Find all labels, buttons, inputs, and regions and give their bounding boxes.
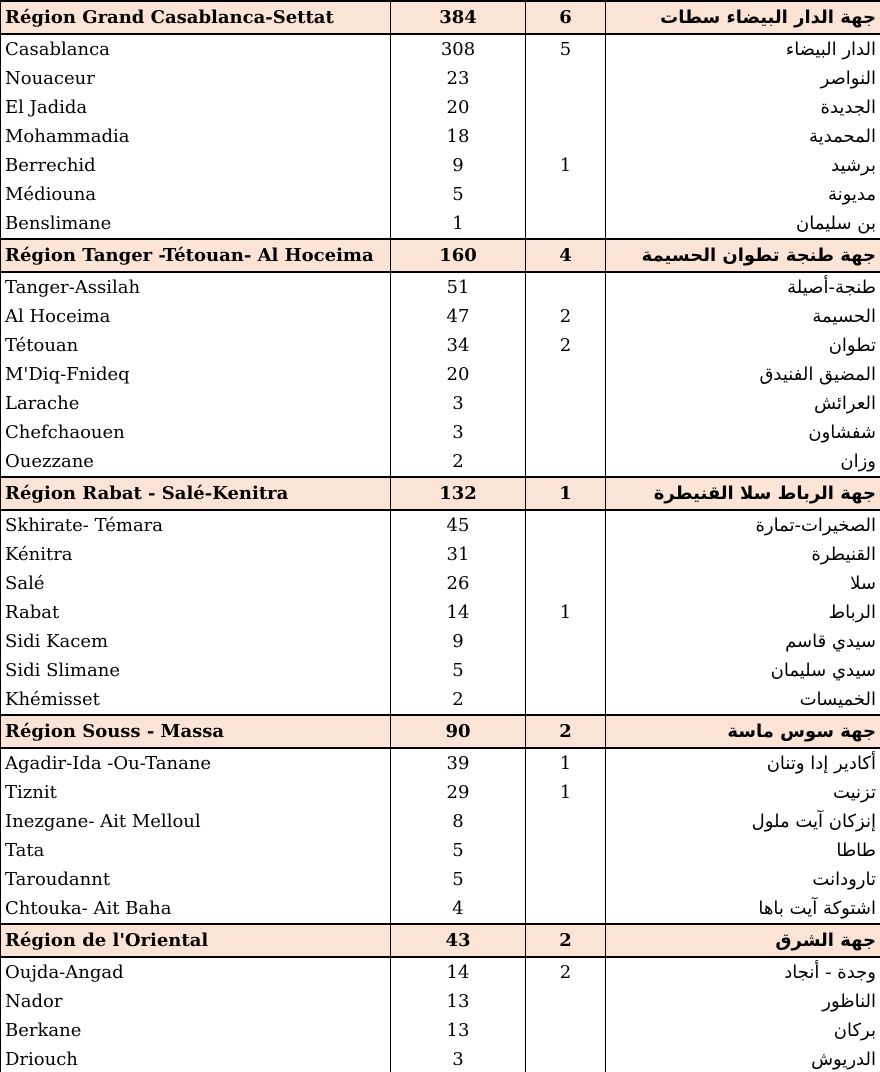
province-row xyxy=(1,93,880,122)
province-deaths xyxy=(526,1016,606,1045)
province-cases: 1 xyxy=(391,209,526,239)
province-name-fr: El Jadida xyxy=(1,93,391,122)
province-deaths xyxy=(526,360,606,389)
province-row xyxy=(1,598,880,627)
table-body xyxy=(1,1,880,1072)
province-name-fr: Inezgane- Ait Melloul xyxy=(1,807,391,836)
province-name-fr: Tanger-Assilah xyxy=(1,272,391,302)
province-name-ar: تارودانت xyxy=(606,865,880,894)
province-deaths xyxy=(526,389,606,418)
province-name-fr: Al Hoceima xyxy=(1,302,391,331)
province-deaths: 5 xyxy=(526,34,606,64)
province-cases: 29 xyxy=(391,778,526,807)
province-deaths xyxy=(526,1045,606,1072)
province-name-fr: Mohammadia xyxy=(1,122,391,151)
province-name-ar: سيدي سليمان xyxy=(606,656,880,685)
province-row xyxy=(1,272,880,302)
province-cases: 13 xyxy=(391,987,526,1016)
region-name-fr: Région Rabat - Salé-Kenitra xyxy=(1,477,391,510)
region-header-row xyxy=(1,924,880,957)
province-name-fr: Médiouna xyxy=(1,180,391,209)
province-row xyxy=(1,748,880,778)
province-deaths: 2 xyxy=(526,302,606,331)
province-deaths: 2 xyxy=(526,957,606,987)
region-header-row xyxy=(1,477,880,510)
province-row xyxy=(1,957,880,987)
province-cases: 5 xyxy=(391,836,526,865)
region-name-ar: جهة الشرق xyxy=(606,924,880,957)
province-row xyxy=(1,894,880,924)
province-name-fr: Chefchaouen xyxy=(1,418,391,447)
province-row xyxy=(1,1045,880,1072)
province-name-ar: النواصر xyxy=(606,64,880,93)
province-name-ar: الدار البيضاء xyxy=(606,34,880,64)
province-row xyxy=(1,1016,880,1045)
province-name-fr: Nador xyxy=(1,987,391,1016)
province-deaths xyxy=(526,836,606,865)
province-row xyxy=(1,778,880,807)
province-name-fr: Driouch xyxy=(1,1045,391,1072)
province-deaths xyxy=(526,685,606,715)
province-name-fr: Chtouka- Ait Baha xyxy=(1,894,391,924)
province-cases: 39 xyxy=(391,748,526,778)
province-name-fr: Agadir-Ida -Ou-Tanane xyxy=(1,748,391,778)
province-cases: 4 xyxy=(391,894,526,924)
province-row xyxy=(1,122,880,151)
province-row xyxy=(1,685,880,715)
province-name-ar: الحسيمة xyxy=(606,302,880,331)
region-name-fr: Région Tanger -Tétouan- Al Hoceima xyxy=(1,239,391,272)
province-row xyxy=(1,447,880,477)
province-name-fr: Casablanca xyxy=(1,34,391,64)
region-deaths: 2 xyxy=(526,715,606,748)
region-header-row xyxy=(1,239,880,272)
province-name-ar: برشيد xyxy=(606,151,880,180)
province-cases: 308 xyxy=(391,34,526,64)
province-cases: 5 xyxy=(391,865,526,894)
province-name-fr: Sidi Kacem xyxy=(1,627,391,656)
province-name-ar: الدريوش xyxy=(606,1045,880,1072)
province-row xyxy=(1,360,880,389)
province-row xyxy=(1,151,880,180)
province-name-ar: وزان xyxy=(606,447,880,477)
province-row xyxy=(1,656,880,685)
province-deaths xyxy=(526,93,606,122)
province-name-fr: Tiznit xyxy=(1,778,391,807)
province-cases: 5 xyxy=(391,656,526,685)
province-deaths xyxy=(526,894,606,924)
province-name-ar: تطوان xyxy=(606,331,880,360)
region-deaths: 6 xyxy=(526,1,606,34)
province-deaths xyxy=(526,447,606,477)
province-name-fr: Taroudannt xyxy=(1,865,391,894)
province-name-fr: Tétouan xyxy=(1,331,391,360)
province-name-ar: بركان xyxy=(606,1016,880,1045)
province-cases: 23 xyxy=(391,64,526,93)
province-row xyxy=(1,64,880,93)
province-row xyxy=(1,807,880,836)
province-row xyxy=(1,569,880,598)
province-row xyxy=(1,331,880,360)
region-deaths: 4 xyxy=(526,239,606,272)
province-row xyxy=(1,865,880,894)
province-row xyxy=(1,389,880,418)
province-deaths xyxy=(526,64,606,93)
province-name-fr: Benslimane xyxy=(1,209,391,239)
province-name-fr: Tata xyxy=(1,836,391,865)
region-deaths: 2 xyxy=(526,924,606,957)
province-deaths xyxy=(526,122,606,151)
province-cases: 14 xyxy=(391,598,526,627)
region-name-ar: جهة سوس ماسة xyxy=(606,715,880,748)
region-name-ar: جهة طنجة تطوان الحسيمة xyxy=(606,239,880,272)
province-cases: 20 xyxy=(391,93,526,122)
province-deaths xyxy=(526,418,606,447)
province-row xyxy=(1,418,880,447)
province-cases: 18 xyxy=(391,122,526,151)
region-cases: 160 xyxy=(391,239,526,272)
province-cases: 3 xyxy=(391,1045,526,1072)
province-deaths xyxy=(526,656,606,685)
province-name-ar: سلا xyxy=(606,569,880,598)
province-cases: 2 xyxy=(391,447,526,477)
region-name-fr: Région de l'Oriental xyxy=(1,924,391,957)
province-name-ar: سيدي قاسم xyxy=(606,627,880,656)
province-deaths xyxy=(526,209,606,239)
region-cases: 384 xyxy=(391,1,526,34)
province-name-fr: Berrechid xyxy=(1,151,391,180)
province-name-ar: الناظور xyxy=(606,987,880,1016)
province-name-fr: Salé xyxy=(1,569,391,598)
province-name-ar: تزنيت xyxy=(606,778,880,807)
province-deaths xyxy=(526,180,606,209)
province-cases: 26 xyxy=(391,569,526,598)
province-row xyxy=(1,540,880,569)
province-name-ar: طاطا xyxy=(606,836,880,865)
province-name-fr: Khémisset xyxy=(1,685,391,715)
province-name-ar: أكادير إدا وتنان xyxy=(606,748,880,778)
province-cases: 9 xyxy=(391,627,526,656)
province-row xyxy=(1,836,880,865)
province-name-fr: Ouezzane xyxy=(1,447,391,477)
province-name-ar: الصخيرات-تمارة xyxy=(606,510,880,540)
province-deaths: 2 xyxy=(526,331,606,360)
province-name-ar: الجديدة xyxy=(606,93,880,122)
region-name-ar: جهة الرباط سلا القنيطرة xyxy=(606,477,880,510)
province-row xyxy=(1,209,880,239)
province-name-ar: شفشاون xyxy=(606,418,880,447)
province-deaths xyxy=(526,865,606,894)
province-cases: 5 xyxy=(391,180,526,209)
province-name-ar: اشتوكة آيت باها xyxy=(606,894,880,924)
province-cases: 8 xyxy=(391,807,526,836)
province-name-ar: وجدة - أنجاد xyxy=(606,957,880,987)
province-name-fr: Sidi Slimane xyxy=(1,656,391,685)
province-cases: 9 xyxy=(391,151,526,180)
province-name-fr: Larache xyxy=(1,389,391,418)
province-cases: 31 xyxy=(391,540,526,569)
province-name-fr: Skhirate- Témara xyxy=(1,510,391,540)
province-cases: 51 xyxy=(391,272,526,302)
region-cases: 43 xyxy=(391,924,526,957)
province-deaths: 1 xyxy=(526,598,606,627)
province-deaths xyxy=(526,627,606,656)
province-name-ar: إنزكان آيت ملول xyxy=(606,807,880,836)
province-deaths xyxy=(526,272,606,302)
province-cases: 20 xyxy=(391,360,526,389)
province-cases: 3 xyxy=(391,389,526,418)
province-name-ar: الخميسات xyxy=(606,685,880,715)
province-row xyxy=(1,510,880,540)
province-name-fr: Oujda-Angad xyxy=(1,957,391,987)
province-cases: 14 xyxy=(391,957,526,987)
province-name-ar: الرباط xyxy=(606,598,880,627)
region-header-row xyxy=(1,715,880,748)
province-name-ar: المحمدية xyxy=(606,122,880,151)
region-name-fr: Région Souss - Massa xyxy=(1,715,391,748)
province-deaths: 1 xyxy=(526,151,606,180)
province-row xyxy=(1,302,880,331)
province-cases: 45 xyxy=(391,510,526,540)
province-deaths: 1 xyxy=(526,778,606,807)
province-deaths xyxy=(526,510,606,540)
province-name-fr: Kénitra xyxy=(1,540,391,569)
province-deaths xyxy=(526,569,606,598)
region-cases: 90 xyxy=(391,715,526,748)
region-cases: 132 xyxy=(391,477,526,510)
province-name-fr: Nouaceur xyxy=(1,64,391,93)
province-name-fr: M'Diq-Fnideq xyxy=(1,360,391,389)
province-cases: 3 xyxy=(391,418,526,447)
province-deaths xyxy=(526,807,606,836)
province-deaths: 1 xyxy=(526,748,606,778)
region-header-row xyxy=(1,1,880,34)
province-cases: 34 xyxy=(391,331,526,360)
province-cases: 47 xyxy=(391,302,526,331)
region-deaths: 1 xyxy=(526,477,606,510)
province-cases: 2 xyxy=(391,685,526,715)
province-name-fr: Rabat xyxy=(1,598,391,627)
province-name-ar: مديونة xyxy=(606,180,880,209)
region-name-fr: Région Grand Casablanca-Settat xyxy=(1,1,391,34)
region-name-ar: جهة الدار البيضاء سطات xyxy=(606,1,880,34)
province-deaths xyxy=(526,987,606,1016)
province-row xyxy=(1,627,880,656)
province-name-ar: بن سليمان xyxy=(606,209,880,239)
province-deaths xyxy=(526,540,606,569)
province-row xyxy=(1,987,880,1016)
province-name-fr: Berkane xyxy=(1,1016,391,1045)
province-row xyxy=(1,34,880,64)
province-name-ar: طنجة-أصيلة xyxy=(606,272,880,302)
province-name-ar: القنيطرة xyxy=(606,540,880,569)
province-cases: 13 xyxy=(391,1016,526,1045)
province-name-ar: العرائش xyxy=(606,389,880,418)
province-row xyxy=(1,180,880,209)
province-name-ar: المضيق الفنيدق xyxy=(606,360,880,389)
